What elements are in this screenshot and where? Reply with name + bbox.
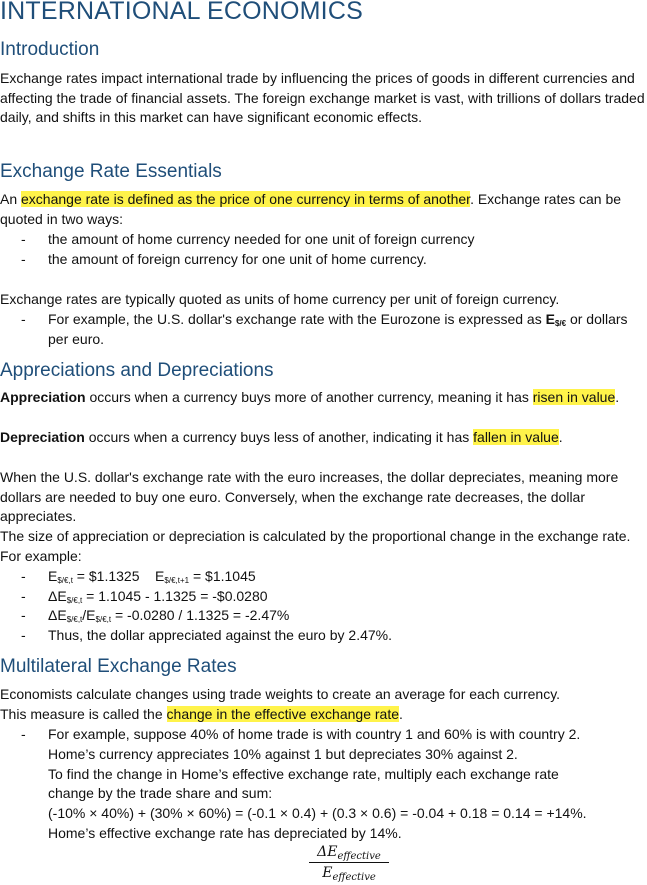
- list-item-line: change by the trade share and sum:: [48, 785, 273, 801]
- multi-paragraph-1: Economists calculate changes using trade weights to create an average for each currency.: [0, 686, 561, 702]
- formula-numerator: $\Delta E_{effective}$: [317, 844, 381, 862]
- essentials-paragraph-2: Exchange rates are typically quoted as units of home currency per unit of foreign currency.: [0, 291, 560, 307]
- bullet-dash: -: [21, 568, 26, 584]
- list-item: the amount of foreign currency for one unit of home currency.: [48, 251, 427, 267]
- multi-heading: Multilateral Exchange Rates: [0, 656, 237, 677]
- highlight-effective-rate: change in the effective exchange rate: [166, 706, 399, 722]
- highlight-definition: exchange rate is defined as the price of one currency in terms of another: [21, 191, 471, 207]
- bullet-dash: -: [21, 627, 26, 643]
- formula-denominator: $E_{effective}$: [322, 865, 376, 883]
- list-item: $\Delta E_{\$/€,t}/E_{\$/€,t} = -0.0280 / 1.1325 = -2.47\%$: [48, 607, 290, 624]
- essentials-heading: Exchange Rate Essentials: [0, 161, 222, 182]
- bullet-dash: -: [21, 311, 26, 327]
- list-item: Thus, the dollar appreciated against the euro by 2.47%.: [48, 627, 392, 643]
- appdep-heading: Appreciations and Depreciations: [0, 360, 274, 381]
- highlight-fallen: fallen in value: [473, 429, 559, 445]
- list-item: For example, the U.S. dollar's exchange rate with the Eurozone is expressed as $E_{\$/€}$ or dollars per euro.: [48, 311, 628, 347]
- effective-rate-formula: [309, 843, 389, 882]
- essentials-paragraph-1: An exchange rate is defined as the price of one currency in terms of another. Exchange rates can be quoted in two ways:: [0, 191, 622, 227]
- list-item-line: To find the change in Home’s effective exchange rate, multiply each exchange rate: [48, 766, 559, 782]
- list-item: the amount of home currency needed for one unit of foreign currency: [48, 231, 475, 247]
- appdep-paragraph-4: The size of appreciation or depreciation is calculated by the proportional change in the exchange rate. For example:: [0, 528, 631, 564]
- bullet-dash: -: [21, 726, 26, 742]
- list-item-line: (-10% × 40%) + (30% × 60%) = (-0.1 × 0.4) + (0.3 × 0.6) = -0.04 + 0.18 = 0.14 = +14%.: [48, 805, 587, 821]
- fraction-bar: [309, 862, 389, 863]
- highlight-risen: risen in value: [532, 389, 616, 405]
- appdep-paragraph-3: When the U.S. dollar's exchange rate with the euro increases, the dollar depreciates, meaning more dollars are needed to buy one euro. Conversely, when the exchange rate decreases, the dollar appreciates.: [0, 469, 619, 524]
- list-item-line: Home’s effective exchange rate has depreciated by 14%.: [48, 825, 402, 841]
- intro-paragraph: Exchange rates impact international trade by influencing the prices of goods in different currencies and affecting the trade of financial assets. The foreign exchange market is vast, with trillions of dollars traded daily, and shifts in this market can have significant economic effects.: [0, 70, 645, 125]
- bullet-dash: -: [21, 588, 26, 604]
- list-item-line: Home’s currency appreciates 10% against 1 but depreciates 30% against 2.: [48, 746, 518, 762]
- intro-heading: Introduction: [0, 39, 100, 60]
- list-item-line: For example, suppose 40% of home trade is with country 1 and 60% is with country 2.: [48, 726, 581, 742]
- bullet-dash: -: [21, 607, 26, 623]
- appreciation-paragraph: Appreciation occurs when a currency buys more of another currency, meaning it has risen in value.: [0, 389, 620, 405]
- list-item: $\Delta E_{\$/€,t} = 1.1045 - 1.1325$ = -$0.0280: [48, 588, 268, 605]
- multi-paragraph-2: This measure is called the change in the effective exchange rate.: [0, 706, 403, 722]
- bullet-dash: -: [21, 251, 26, 267]
- depreciation-paragraph: Depreciation occurs when a currency buys less of another, indicating it has fallen in value.: [0, 429, 563, 445]
- list-item: $E_{\$/€,t}$ = $1.1325 $E_{\$/€,t+1}$ = $1.1045: [48, 568, 256, 585]
- document-title: INTERNATIONAL ECONOMICS: [0, 0, 363, 25]
- bullet-dash: -: [21, 231, 26, 247]
